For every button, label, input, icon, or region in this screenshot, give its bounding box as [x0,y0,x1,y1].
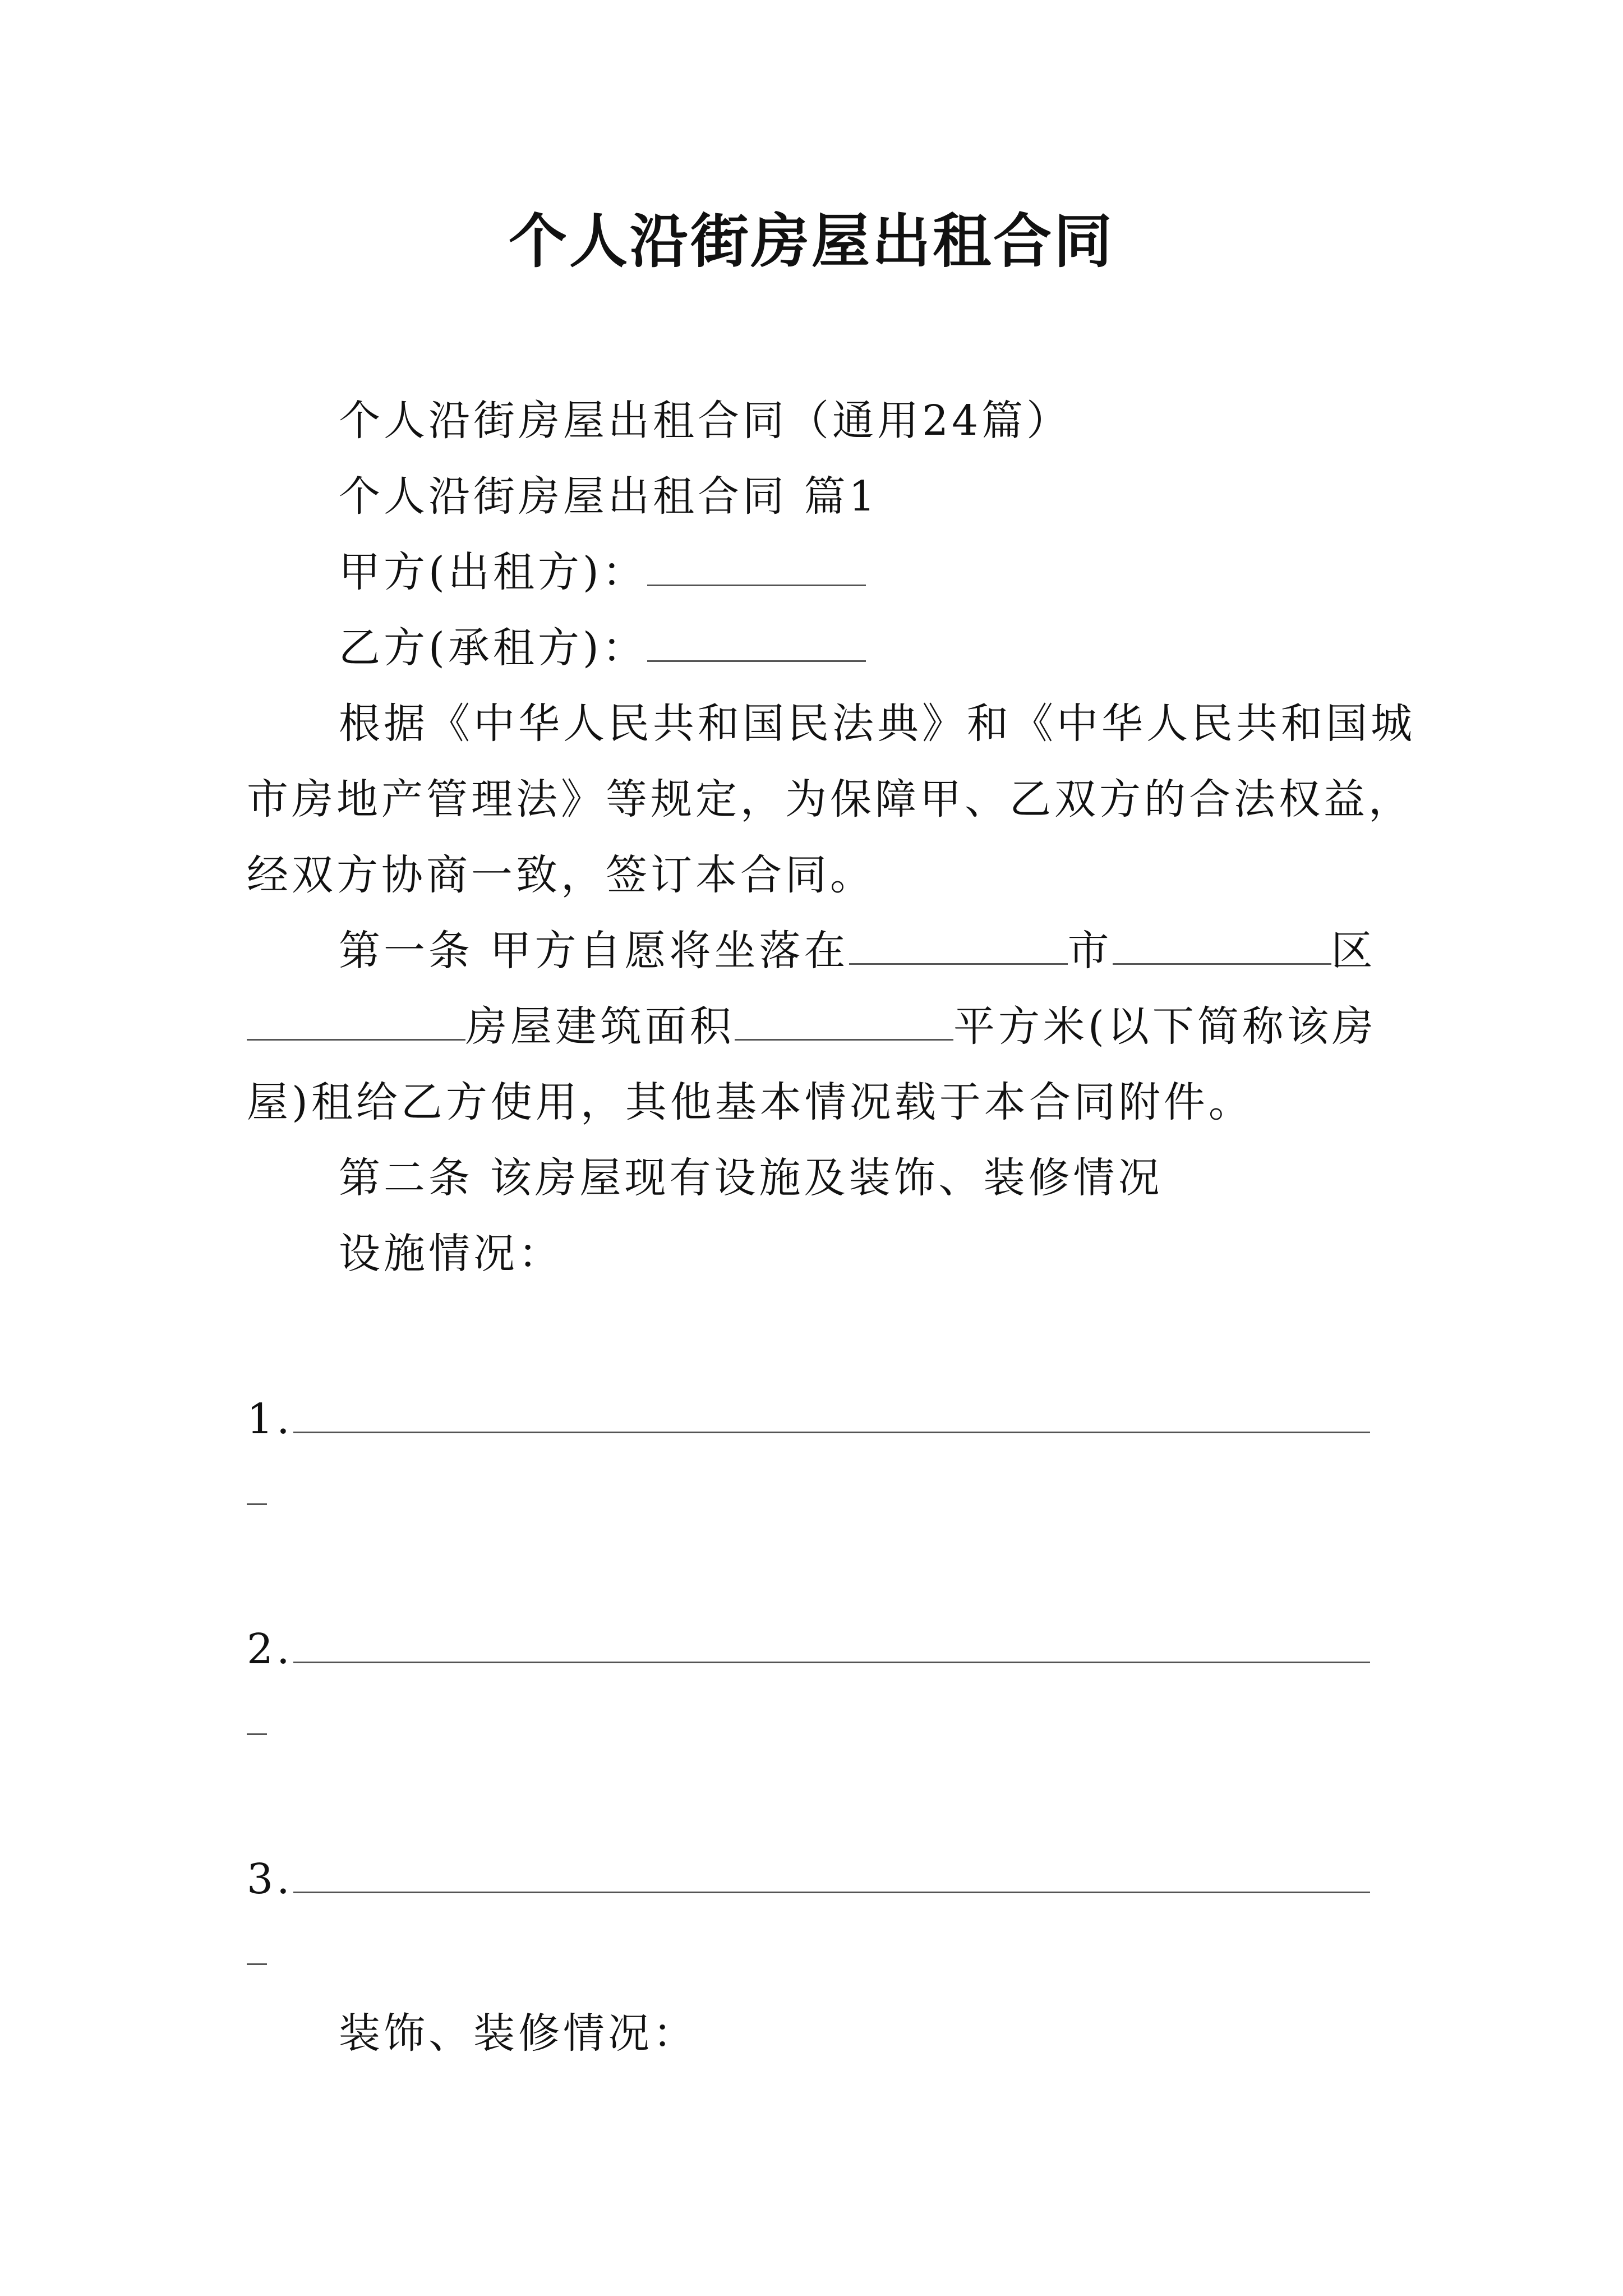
article1-text-1: 第一条 甲方自愿将坐落在 [339,927,849,975]
district-blank [247,1005,465,1041]
article1-area-unit: 平方米(以下简称该房 [953,1002,1377,1051]
article1-line-1 [339,917,1376,984]
party-a-blank [647,551,866,586]
city-blank [1113,930,1331,965]
party-a-label: 甲方(出租方)： [339,548,647,596]
party-a-line [339,539,866,606]
facility-item-blank [293,1628,1370,1663]
party-b-blank [647,627,866,662]
party-b-label: 乙方(承租方)： [339,624,647,672]
facility-item-number: 2. [247,1625,293,1673]
facility-item-blank [293,1398,1370,1433]
facility-item-3-continuation [247,1963,267,1965]
party-b-line [339,614,866,682]
article1-district: 区 [1331,927,1376,975]
facility-item-1-continuation [247,1503,267,1505]
location-blank [849,930,1068,965]
section-heading: 个人沿街房屋出租合同 篇1 [339,472,879,521]
facility-item-1 [247,1386,1370,1453]
document-subtitle: 个人沿街房屋出租合同（通用24篇） [339,397,1072,445]
article1-area-label: 房屋建筑面积 [465,1002,735,1051]
facility-item-number: 1. [247,1395,293,1443]
facility-item-number: 3. [247,1855,293,1903]
decoration-label: 装饰、装修情况： [339,2009,698,2058]
facility-item-2-continuation [247,1733,267,1735]
facility-item-3 [247,1846,1370,1913]
article1-line-2 [247,993,1377,1060]
article1-line-3: 屋)租给乙方使用，其他基本情况载于本合同附件。 [247,1078,1253,1126]
document-title: 个人沿街房屋出租合同 [508,206,1114,275]
facility-item-2 [247,1616,1370,1683]
article1-city: 市 [1067,927,1113,975]
area-blank [735,1005,953,1041]
preamble-line-1: 根据《中华人民共和国民法典》和《中华人民共和国城 [339,700,1415,748]
article2-heading: 第二条 该房屋现有设施及装饰、装修情况 [339,1154,1163,1202]
preamble-line-2: 市房地产管理法》等规定，为保障甲、乙双方的合法权益， [247,775,1413,823]
preamble-line-3: 经双方协商一致，签订本合同。 [247,851,875,899]
facilities-label: 设施情况： [339,1230,563,1278]
facility-item-blank [293,1858,1370,1893]
